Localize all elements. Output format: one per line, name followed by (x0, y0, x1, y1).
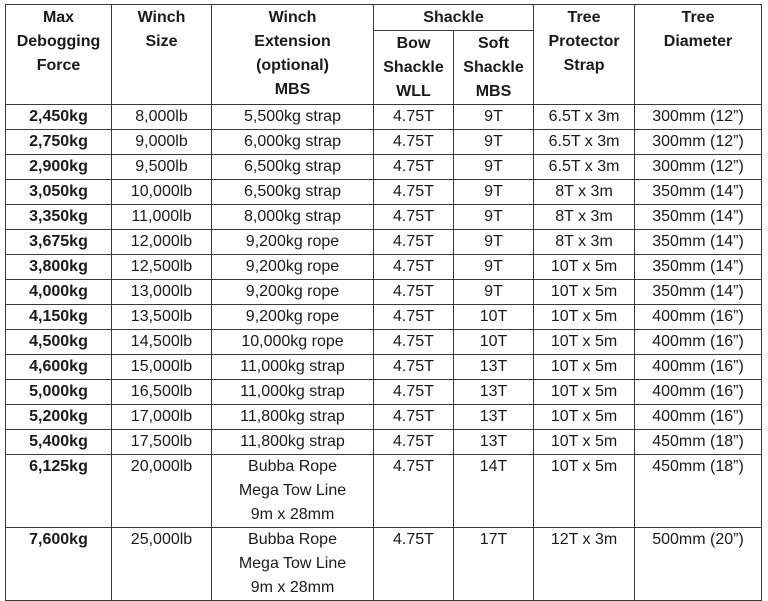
cell-max-force: 2,750kg (6, 130, 112, 155)
cell-text: 10,000kg rope (241, 333, 344, 350)
cell-tree-diameter: 350mm (14”) (635, 180, 762, 205)
cell-text: 9,200kg rope (245, 233, 340, 250)
cell-max-force: 5,200kg (6, 405, 112, 430)
cell-winch-extension (212, 105, 374, 130)
cell-winch-extension (212, 155, 374, 180)
cell-bow-shackle: 4.75T (374, 180, 454, 205)
cell-tree-diameter: 350mm (14”) (635, 255, 762, 280)
header-text: WLL (396, 83, 431, 100)
cell-soft-shackle: 13T (454, 355, 534, 380)
cell-max-force: 3,800kg (6, 255, 112, 280)
cell-soft-shackle: 9T (454, 130, 534, 155)
cell-max-force: 4,500kg (6, 330, 112, 355)
cell-text: 9,200kg rope (245, 283, 340, 300)
cell-max-force: 2,450kg (6, 105, 112, 130)
table-row (6, 305, 762, 330)
header-soft-shackle (454, 31, 534, 105)
cell-tree-diameter: 300mm (12”) (635, 130, 762, 155)
cell-tree-diameter: 400mm (16”) (635, 380, 762, 405)
header-max-force (6, 5, 112, 105)
cell-bow-shackle: 4.75T (374, 255, 454, 280)
cell-tree-protector: 10T x 5m (534, 330, 635, 355)
cell-soft-shackle: 9T (454, 255, 534, 280)
cell-text: 9,200kg rope (245, 308, 340, 325)
cell-text: 9m x 28mm (250, 506, 335, 523)
cell-winch-size: 25,000lb (112, 528, 212, 601)
cell-winch-size: 17,500lb (112, 430, 212, 455)
cell-tree-protector: 8T x 3m (534, 230, 635, 255)
cell-winch-size: 9,000lb (112, 130, 212, 155)
cell-bow-shackle: 4.75T (374, 305, 454, 330)
cell-tree-diameter: 350mm (14”) (635, 205, 762, 230)
header-text: Winch (137, 9, 186, 26)
cell-max-force: 4,600kg (6, 355, 112, 380)
cell-tree-protector: 10T x 5m (534, 455, 635, 528)
cell-soft-shackle: 10T (454, 330, 534, 355)
cell-tree-diameter: 400mm (16”) (635, 330, 762, 355)
cell-tree-protector: 10T x 5m (534, 255, 635, 280)
cell-tree-protector: 6.5T x 3m (534, 130, 635, 155)
cell-bow-shackle: 4.75T (374, 430, 454, 455)
cell-winch-extension (212, 305, 374, 330)
cell-winch-size: 11,000lb (112, 205, 212, 230)
cell-text: 11,000kg strap (240, 383, 345, 400)
cell-winch-extension (212, 280, 374, 305)
cell-tree-diameter: 450mm (18”) (635, 455, 762, 528)
table-row (6, 380, 762, 405)
cell-text: Mega Tow Line (238, 482, 347, 499)
cell-tree-protector: 8T x 3m (534, 180, 635, 205)
cell-winch-size: 12,000lb (112, 230, 212, 255)
cell-text: 9,200kg rope (245, 258, 340, 275)
header-winch-size (112, 5, 212, 105)
cell-winch-extension (212, 455, 374, 528)
cell-text: Mega Tow Line (238, 555, 347, 572)
cell-max-force: 6,125kg (6, 455, 112, 528)
cell-tree-protector: 8T x 3m (534, 205, 635, 230)
cell-tree-protector: 10T x 5m (534, 380, 635, 405)
cell-bow-shackle: 4.75T (374, 455, 454, 528)
cell-tree-diameter: 400mm (16”) (635, 355, 762, 380)
cell-winch-extension (212, 205, 374, 230)
table-row (6, 105, 762, 130)
header-text: Soft (477, 35, 510, 52)
header-text: Force (36, 57, 81, 74)
cell-winch-extension (212, 130, 374, 155)
cell-max-force: 3,675kg (6, 230, 112, 255)
cell-tree-protector: 10T x 5m (534, 355, 635, 380)
table-row (6, 130, 762, 155)
cell-tree-protector: 10T x 5m (534, 430, 635, 455)
header-tree-protector (534, 5, 635, 105)
cell-bow-shackle: 4.75T (374, 528, 454, 601)
cell-soft-shackle: 14T (454, 455, 534, 528)
cell-text: 6,000kg strap (244, 133, 341, 150)
cell-bow-shackle: 4.75T (374, 330, 454, 355)
cell-max-force: 5,400kg (6, 430, 112, 455)
cell-tree-diameter: 350mm (14”) (635, 280, 762, 305)
cell-tree-diameter: 300mm (12”) (635, 155, 762, 180)
cell-text: 11,800kg strap (240, 408, 345, 425)
table-body (6, 105, 762, 601)
cell-max-force: 3,050kg (6, 180, 112, 205)
cell-winch-extension (212, 430, 374, 455)
cell-soft-shackle: 9T (454, 230, 534, 255)
header-text: Bow (396, 35, 431, 52)
cell-tree-diameter: 500mm (20”) (635, 528, 762, 601)
table-row (6, 430, 762, 455)
cell-winch-size: 14,500lb (112, 330, 212, 355)
cell-bow-shackle: 4.75T (374, 130, 454, 155)
cell-soft-shackle: 9T (454, 155, 534, 180)
table-row (6, 355, 762, 380)
cell-soft-shackle: 13T (454, 430, 534, 455)
cell-text: 11,800kg strap (240, 433, 345, 450)
table-row (6, 280, 762, 305)
cell-winch-extension (212, 380, 374, 405)
header-text: (optional) (256, 57, 329, 74)
winch-spec-table (5, 4, 762, 601)
cell-max-force: 4,150kg (6, 305, 112, 330)
cell-winch-extension (212, 330, 374, 355)
cell-tree-protector: 10T x 5m (534, 280, 635, 305)
cell-bow-shackle: 4.75T (374, 380, 454, 405)
cell-bow-shackle: 4.75T (374, 155, 454, 180)
cell-winch-size: 13,500lb (112, 305, 212, 330)
cell-tree-protector: 10T x 5m (534, 405, 635, 430)
header-text: Diameter (663, 33, 733, 50)
cell-soft-shackle: 10T (454, 305, 534, 330)
header-text: MBS (274, 81, 311, 98)
header-text: Size (145, 33, 178, 50)
cell-soft-shackle: 9T (454, 280, 534, 305)
cell-bow-shackle: 4.75T (374, 355, 454, 380)
cell-winch-size: 16,500lb (112, 380, 212, 405)
cell-winch-extension (212, 180, 374, 205)
cell-max-force: 5,000kg (6, 380, 112, 405)
cell-soft-shackle: 9T (454, 105, 534, 130)
header-winch-extension (212, 5, 374, 105)
header-text: Shackle (383, 59, 444, 76)
cell-text: 11,000kg strap (240, 358, 345, 375)
cell-tree-protector: 6.5T x 3m (534, 105, 635, 130)
cell-winch-extension (212, 528, 374, 601)
cell-soft-shackle: 9T (454, 180, 534, 205)
cell-winch-extension (212, 255, 374, 280)
header-text: Tree (567, 9, 601, 26)
header-text: Debogging (16, 33, 101, 50)
cell-winch-size: 17,000lb (112, 405, 212, 430)
cell-tree-protector: 12T x 3m (534, 528, 635, 601)
cell-text: 6,500kg strap (244, 183, 341, 200)
table-row (6, 405, 762, 430)
cell-winch-size: 10,000lb (112, 180, 212, 205)
cell-winch-size: 13,000lb (112, 280, 212, 305)
table-header (6, 5, 762, 105)
header-text: Protector (548, 33, 620, 50)
header-tree-diameter (635, 5, 762, 105)
header-text: Max (42, 9, 75, 26)
cell-winch-size: 9,500lb (112, 155, 212, 180)
cell-winch-size: 12,500lb (112, 255, 212, 280)
cell-tree-diameter: 350mm (14”) (635, 230, 762, 255)
header-text: Tree (681, 9, 715, 26)
table-row (6, 330, 762, 355)
cell-max-force: 4,000kg (6, 280, 112, 305)
table-row (6, 180, 762, 205)
cell-winch-size: 20,000lb (112, 455, 212, 528)
cell-text: 9m x 28mm (250, 579, 335, 596)
cell-max-force: 2,900kg (6, 155, 112, 180)
cell-bow-shackle: 4.75T (374, 230, 454, 255)
cell-winch-extension (212, 230, 374, 255)
cell-winch-size: 15,000lb (112, 355, 212, 380)
header-shackle-group: Shackle (374, 5, 534, 31)
table-row (6, 205, 762, 230)
cell-tree-protector: 10T x 5m (534, 305, 635, 330)
table-row (6, 230, 762, 255)
cell-bow-shackle: 4.75T (374, 105, 454, 130)
cell-text: 8,000kg strap (244, 208, 341, 225)
cell-max-force: 3,350kg (6, 205, 112, 230)
cell-text: 5,500kg strap (244, 108, 341, 125)
header-text: Shackle (463, 59, 524, 76)
cell-tree-diameter: 300mm (12”) (635, 105, 762, 130)
cell-winch-extension (212, 355, 374, 380)
header-text: Extension (254, 33, 331, 50)
cell-text: Bubba Rope (248, 531, 337, 548)
cell-bow-shackle: 4.75T (374, 405, 454, 430)
table-row (6, 255, 762, 280)
cell-text: Bubba Rope (248, 458, 337, 475)
header-bow-shackle (374, 31, 454, 105)
cell-soft-shackle: 13T (454, 380, 534, 405)
cell-bow-shackle: 4.75T (374, 280, 454, 305)
header-text: Winch (268, 9, 317, 26)
cell-soft-shackle: 17T (454, 528, 534, 601)
table-row (6, 155, 762, 180)
table-row (6, 528, 762, 601)
header-text: Strap (563, 57, 605, 74)
table-row (6, 455, 762, 528)
cell-winch-size: 8,000lb (112, 105, 212, 130)
cell-soft-shackle: 9T (454, 205, 534, 230)
cell-text: 6,500kg strap (244, 158, 341, 175)
cell-tree-diameter: 450mm (18”) (635, 430, 762, 455)
cell-tree-diameter: 400mm (16”) (635, 405, 762, 430)
header-text: MBS (475, 83, 512, 100)
cell-tree-protector: 6.5T x 3m (534, 155, 635, 180)
cell-soft-shackle: 13T (454, 405, 534, 430)
cell-max-force: 7,600kg (6, 528, 112, 601)
cell-bow-shackle: 4.75T (374, 205, 454, 230)
cell-tree-diameter: 400mm (16”) (635, 305, 762, 330)
cell-winch-extension (212, 405, 374, 430)
